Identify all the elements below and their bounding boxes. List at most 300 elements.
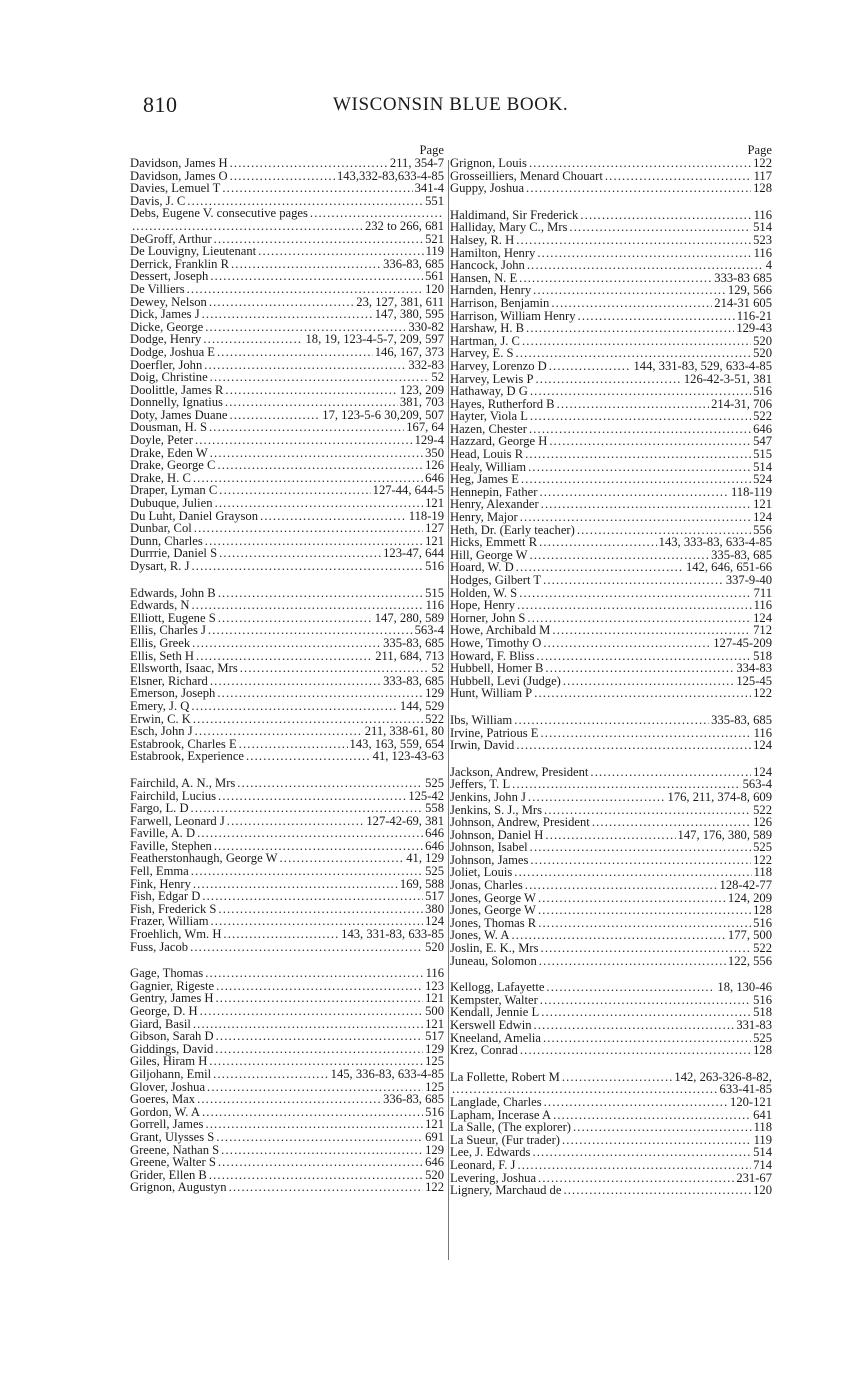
entry-pages: 633-41-85	[719, 1082, 772, 1097]
index-entry	[450, 879, 772, 892]
entry-name: Jones, W. A	[450, 928, 510, 943]
entry-name: Fish, Edgar D	[130, 889, 201, 904]
dot-leader	[533, 284, 726, 297]
entry-name: Hodges, Gilbert T	[450, 573, 542, 587]
entry-name: Henry, Alexander	[450, 497, 539, 512]
entry-name: Levering, Joshua	[450, 1170, 537, 1185]
entry-pages: 118-119	[730, 484, 772, 499]
entry-pages: 522	[753, 941, 772, 956]
dot-leader	[197, 827, 423, 840]
entry-name: Drake, Eden W	[130, 445, 208, 460]
dot-leader	[192, 637, 381, 650]
index-entry	[130, 700, 444, 713]
entry-pages: 119	[753, 1132, 772, 1147]
entry-name: Jackson, Andrew, President	[450, 764, 589, 779]
index-entry	[450, 662, 772, 675]
index-entry	[130, 157, 444, 170]
entry-pages: 121	[425, 1117, 444, 1132]
dot-leader	[246, 750, 371, 763]
entry-name: Drake, H. C	[130, 470, 191, 485]
entry-name: Doolittle, James R	[130, 382, 224, 397]
entry-pages: 123	[425, 978, 444, 993]
index-entry	[450, 739, 772, 752]
entry-name: Guppy, Joshua	[450, 181, 525, 196]
entry-pages: 120	[753, 1183, 772, 1198]
entry-pages: 122	[753, 156, 772, 170]
entry-name: Gentry, James H	[130, 991, 214, 1006]
entry-name: Hunt, William P	[450, 686, 533, 701]
dot-leader	[562, 1134, 752, 1147]
entry-pages: 144, 529	[399, 698, 444, 713]
entry-name: Grosseilliers, Menard Chouart	[450, 168, 603, 183]
entry-pages: 145, 336-83, 633-4-85	[330, 1066, 444, 1081]
entry-pages: 116	[753, 245, 772, 260]
entry-name: Kneeland, Amelia	[450, 1030, 541, 1045]
entry-name: Harvey, E. S	[450, 346, 514, 361]
section-gap	[450, 1057, 772, 1071]
entry-name: Healy, William	[450, 459, 527, 474]
entry-pages: 125-42	[408, 788, 444, 803]
entry-pages: 515	[753, 447, 772, 462]
entry-pages: 143, 333-83, 633-4-85	[658, 535, 772, 550]
entry-name: Gagnier, Rigeste	[130, 978, 215, 993]
index-entry	[450, 955, 772, 968]
entry-name: Draper, Lyman C	[130, 483, 218, 498]
page-column-label: Page	[419, 143, 444, 157]
entry-name: Lee, J. Edwards	[450, 1145, 531, 1160]
entry-name: Jones, George W	[450, 903, 536, 918]
index-entry	[130, 434, 444, 447]
entry-name: Hill, George W	[450, 547, 528, 562]
entry-pages: 147, 280, 589	[374, 610, 444, 625]
index-entry	[450, 360, 772, 373]
dot-leader	[527, 259, 764, 272]
entry-name: Faville, A. D	[130, 826, 196, 841]
entry-name: Dousman, H. S	[130, 420, 207, 435]
entry-pages: 128	[753, 181, 772, 196]
dot-leader	[528, 791, 666, 804]
entry-name: Harvey, Lorenzo D	[450, 358, 547, 373]
entry-pages: 335-83, 685	[383, 635, 444, 650]
dot-leader	[191, 802, 424, 815]
entry-name: Heth, Dr. (Early teacher)	[450, 522, 575, 537]
index-entry	[130, 522, 444, 535]
entry-name: Hubbell, Homer B	[450, 661, 544, 676]
dot-leader	[546, 981, 715, 994]
index-entry	[450, 1184, 772, 1197]
index-entry	[130, 371, 444, 384]
dot-leader	[218, 903, 423, 916]
index-entry	[130, 1156, 444, 1169]
entry-pages: 646	[425, 826, 444, 841]
dot-leader	[534, 1019, 735, 1032]
entry-pages: 18, 19, 123-4-5-7, 209, 597	[305, 332, 444, 347]
dot-leader	[543, 1032, 751, 1045]
dot-leader	[532, 1146, 751, 1159]
entry-name: Kellogg, Lafayette	[450, 980, 545, 995]
dot-leader	[543, 574, 724, 587]
dot-leader	[258, 245, 423, 258]
entry-pages: 641	[753, 1107, 772, 1122]
entry-name: Ibs, William	[450, 712, 513, 727]
index-entry	[450, 687, 772, 700]
dot-leader	[195, 434, 413, 447]
dot-leader	[530, 549, 710, 562]
entry-name: Irvine, Patrious E	[450, 725, 539, 740]
entry-name: Fish, Frederick S	[130, 901, 217, 916]
entry-pages: 514	[753, 220, 772, 235]
entry-pages: 116	[753, 725, 772, 740]
dot-leader	[197, 1093, 381, 1106]
entry-pages: 520	[425, 939, 444, 954]
entry-name: Johnson, Daniel H	[450, 827, 544, 842]
entry-name: De Louvigny, Lieutenant	[130, 244, 257, 259]
entry-pages: 551	[425, 193, 444, 208]
entry-pages: 514	[753, 1145, 772, 1160]
index-entry	[450, 448, 772, 461]
entry-name: Giles, Hiram H	[130, 1054, 208, 1069]
index-entry	[130, 308, 444, 321]
entry-name: Davis, J. C	[130, 193, 186, 208]
entry-pages: 142, 646, 651-66	[685, 560, 772, 575]
entry-name: Joliet, Louis	[450, 865, 513, 880]
entry-pages: 128	[753, 1043, 772, 1058]
entry-name: George, D. H	[130, 1004, 198, 1018]
entry-pages: 123, 209	[399, 382, 444, 397]
entry-name: Juneau, Solomon	[450, 953, 537, 968]
dot-leader	[517, 1159, 751, 1172]
dot-leader	[592, 816, 751, 829]
entry-name: Doty, James Duane	[130, 407, 228, 422]
dot-leader	[541, 1006, 751, 1019]
section-gap	[450, 752, 772, 766]
entry-name: Dubuque, Julien	[130, 496, 213, 511]
entry-pages: 331-83	[736, 1018, 772, 1032]
index-entry	[130, 890, 444, 903]
entry-pages: 116-21	[736, 308, 772, 323]
dot-leader	[605, 170, 752, 183]
entry-name: Hazen, Chester	[450, 421, 527, 436]
index-entry	[130, 750, 444, 763]
entry-pages: 521	[425, 231, 444, 246]
entry-pages: 125	[425, 1079, 444, 1094]
entry-pages: 525	[425, 864, 444, 879]
entry-pages: 646	[425, 1155, 444, 1170]
entry-name: Howard, F. Bliss	[450, 648, 535, 663]
entry-pages: 116	[753, 598, 772, 613]
entry-pages: 558	[425, 801, 444, 816]
index-entry	[450, 816, 772, 829]
entry-name: Fairchild, A. N., Mrs	[130, 775, 236, 790]
dot-leader	[562, 1071, 673, 1084]
dot-leader	[535, 373, 681, 386]
entry-name: Esch, John J	[130, 724, 193, 739]
index-entry	[450, 942, 772, 955]
index-entry	[450, 297, 772, 310]
dot-leader	[132, 220, 363, 233]
entry-name: Joslin, E. K., Mrs	[450, 941, 539, 956]
entry-pages: 522	[753, 802, 772, 817]
entry-name: Harrison, Benjamin	[450, 295, 550, 310]
entry-pages: 124	[753, 610, 772, 625]
entry-name: Drake, George C	[130, 458, 216, 473]
dot-leader	[543, 637, 711, 650]
index-entry	[450, 259, 772, 272]
index-entry	[450, 536, 772, 549]
index-entry	[450, 385, 772, 398]
dot-leader	[208, 624, 413, 637]
dot-leader	[530, 841, 751, 854]
entry-name: Debs, Eugene V. consecutive pages	[130, 206, 308, 221]
entry-name: Gage, Thomas	[130, 966, 204, 981]
entry-pages: 147, 380, 595	[374, 307, 444, 322]
dot-leader	[529, 423, 751, 436]
dot-leader	[578, 310, 735, 323]
dot-leader	[187, 283, 423, 296]
entry-pages: 336-83, 685	[383, 256, 444, 271]
entry-pages: 514	[753, 459, 772, 474]
dot-leader	[215, 992, 423, 1005]
entry-pages: 124	[753, 738, 772, 753]
entry-pages: 714	[753, 1157, 772, 1172]
dot-leader	[218, 612, 373, 625]
dot-leader	[190, 941, 423, 954]
entry-name: Lignery, Marchaud de	[450, 1183, 562, 1198]
entry-name: Kempster, Walter	[450, 992, 538, 1007]
index-entry	[450, 981, 772, 994]
entry-name: Hubbell, Levi (Judge)	[450, 673, 561, 688]
index-entry	[130, 725, 444, 738]
entry-name: Fink, Henry	[130, 876, 191, 891]
entry-pages: 522	[753, 409, 772, 424]
entry-pages: 52	[431, 661, 444, 676]
entry-name: Jenkins, John J	[450, 789, 526, 804]
entry-name: Davies, Lemuel T	[130, 181, 221, 196]
entry-pages: 712	[753, 623, 772, 638]
entry-pages: 146, 167, 373	[374, 344, 444, 359]
entry-pages: 380	[425, 901, 444, 916]
index-entry	[450, 322, 772, 335]
entry-pages: 167, 64	[406, 420, 444, 435]
index-entry	[450, 234, 772, 247]
dot-leader	[569, 221, 751, 234]
dot-leader	[219, 484, 370, 497]
entry-name: Du Luht, Daniel Grayson	[130, 508, 259, 523]
entry-pages: 517	[425, 889, 444, 904]
entry-name: Giddings, David	[130, 1041, 214, 1056]
entry-name: Halliday, Mary C., Mrs	[450, 220, 568, 235]
index-entry	[450, 904, 772, 917]
entry-name: Harvey, Lewis P	[450, 371, 534, 386]
dot-leader	[239, 738, 348, 751]
dot-leader	[260, 510, 407, 523]
entry-pages: 332-83	[408, 357, 444, 372]
entry-name: Howe, Timothy O	[450, 635, 542, 650]
entry-name: Fuss, Jacob	[130, 939, 189, 954]
dot-leader	[194, 522, 423, 535]
entry-pages: 691	[425, 1129, 444, 1144]
index-entry	[130, 1093, 444, 1106]
entry-name: Farwell, Leonard J	[130, 813, 225, 828]
entry-name: Dysart, R. J	[130, 559, 190, 573]
entry-pages: 118-19	[408, 508, 444, 523]
entry-pages: 129-43	[736, 321, 772, 336]
dot-leader	[231, 258, 381, 271]
dot-leader	[191, 865, 423, 878]
section-gap	[130, 763, 444, 777]
index-column-right	[450, 143, 772, 1197]
entry-pages: 561	[425, 269, 444, 284]
entry-pages: 335-83, 685	[711, 712, 772, 727]
dot-leader	[202, 308, 373, 321]
entry-name: Ellsworth, Isaac, Mrs	[130, 661, 238, 676]
entry-name: Head, Louis R	[450, 447, 524, 462]
index-entry	[450, 511, 772, 524]
entry-name: Greene, Walter S	[130, 1155, 216, 1170]
entry-pages: 547	[753, 434, 772, 449]
index-entry	[130, 283, 444, 296]
section-gap	[450, 700, 772, 714]
dot-leader	[545, 829, 675, 842]
entry-pages: 142, 263-326-8-82,	[674, 1069, 772, 1084]
index-entry	[130, 1181, 444, 1194]
entry-name: Hartman, J. C	[450, 333, 520, 348]
entry-pages: 121	[425, 991, 444, 1006]
entry-pages: 711	[753, 585, 772, 600]
dot-leader	[202, 890, 423, 903]
entry-name: Kerswell Edwin	[450, 1018, 532, 1032]
entry-pages: 121	[425, 533, 444, 548]
index-entry	[130, 941, 444, 954]
index-entry	[130, 637, 444, 650]
dot-leader	[213, 1068, 329, 1081]
entry-name: Dodge, Joshua E	[130, 344, 215, 359]
entry-pages: 124	[753, 510, 772, 525]
entry-pages: 381, 703	[399, 395, 444, 410]
entry-name: Dunn, Charles	[130, 533, 203, 548]
running-title: WISCONSIN BLUE BOOK.	[333, 94, 569, 115]
entry-name: Greene, Nathan S	[130, 1142, 220, 1157]
dot-leader	[209, 296, 354, 309]
dot-leader	[229, 409, 320, 422]
entry-pages: 143,332-83,633-4-85	[336, 168, 444, 183]
entry-pages: 143, 331-83, 633-85	[341, 927, 444, 942]
entry-name: Halsey, R. H	[450, 232, 515, 247]
entry-pages: 147, 176, 380, 589	[677, 827, 772, 842]
entry-pages: 121	[425, 1016, 444, 1031]
dot-leader	[540, 994, 751, 1007]
entry-name: Holden, W. S	[450, 585, 518, 600]
entry-name: DeGroff, Arthur	[130, 231, 212, 246]
entry-pages: 214-31 605	[714, 295, 772, 310]
entry-pages: 333-83 685	[714, 270, 772, 285]
entry-pages: 116	[425, 598, 444, 613]
dot-leader	[553, 1109, 751, 1122]
dot-leader	[539, 955, 726, 968]
entry-name: Giljohann, Emil	[130, 1066, 212, 1081]
dot-leader	[191, 700, 398, 713]
dot-leader	[522, 335, 751, 348]
entry-name: Howe, Archibald M	[450, 623, 551, 638]
dot-leader	[195, 725, 363, 738]
entry-pages: 520	[753, 333, 772, 348]
section-gap	[450, 967, 772, 981]
dot-leader	[230, 170, 335, 183]
entry-name: Elliott, Eugene S	[130, 610, 216, 625]
entry-name: Jenkins, S. J., Mrs	[450, 802, 543, 817]
index-entry	[130, 182, 444, 195]
entry-pages: 116	[425, 966, 444, 981]
dot-leader	[279, 852, 404, 865]
entry-name: Jones, Thomas R	[450, 915, 537, 930]
index-entry	[130, 662, 444, 675]
dot-leader	[209, 1169, 423, 1182]
entry-name: Hayes, Rutherford B	[450, 396, 555, 411]
dot-leader	[225, 396, 398, 409]
entry-pages: 125-45	[736, 673, 772, 688]
entry-pages: 144, 331-83, 529, 633-4-85	[633, 358, 772, 373]
entry-pages: 52	[431, 370, 444, 385]
dot-leader	[203, 333, 303, 346]
entry-name: Gordon, W. A	[130, 1104, 200, 1119]
dot-leader	[530, 385, 751, 398]
dot-leader	[551, 297, 712, 310]
entry-pages: 211, 338-61, 80	[364, 724, 444, 739]
entry-pages: 121	[753, 497, 772, 512]
dot-leader	[227, 815, 365, 828]
entry-pages: 232 to 266, 681	[364, 218, 444, 233]
index-entry	[130, 346, 444, 359]
entry-pages: 556	[753, 522, 772, 537]
dot-leader	[216, 980, 423, 993]
entry-pages: 516	[425, 559, 444, 573]
entry-name: Krez, Conrad	[450, 1043, 518, 1058]
entry-name: Hancock, John	[450, 258, 525, 273]
dot-leader	[534, 687, 751, 700]
entry-pages: 127-44, 644-5	[372, 483, 444, 498]
entry-pages: 176, 211, 374-8, 609	[667, 789, 772, 804]
entry-pages: 122	[753, 686, 772, 701]
dot-leader	[191, 599, 423, 612]
entry-pages: 333-83, 685	[383, 673, 444, 688]
entry-name: Doerfler, John	[130, 357, 203, 372]
index-entry	[130, 245, 444, 258]
index-entry	[130, 599, 444, 612]
entry-pages: 122	[425, 1180, 444, 1195]
entry-pages: 129-4	[414, 433, 444, 448]
column-divider	[448, 160, 449, 1260]
dot-leader	[544, 1096, 728, 1109]
dot-leader	[541, 942, 752, 955]
entry-pages: 143, 163, 559, 654	[349, 736, 444, 751]
dot-leader	[219, 547, 381, 560]
entry-pages: 518	[753, 648, 772, 663]
entry-name: Grider, Ellen B	[130, 1167, 207, 1182]
dot-leader	[223, 928, 339, 941]
entry-name: Hoard, W. D	[450, 560, 514, 575]
dot-leader	[526, 322, 734, 335]
entry-name: Doyle, Peter	[130, 433, 193, 448]
dot-leader	[527, 612, 751, 625]
entry-name: Gorrell, James	[130, 1117, 204, 1132]
index-entry	[130, 1030, 444, 1043]
dot-leader	[520, 511, 751, 524]
entry-pages: 350	[425, 445, 444, 460]
entry-pages: 516	[753, 992, 772, 1007]
entry-pages: 118	[753, 865, 772, 880]
entry-pages: 127-45-209	[713, 635, 772, 650]
dot-leader	[538, 1172, 734, 1185]
